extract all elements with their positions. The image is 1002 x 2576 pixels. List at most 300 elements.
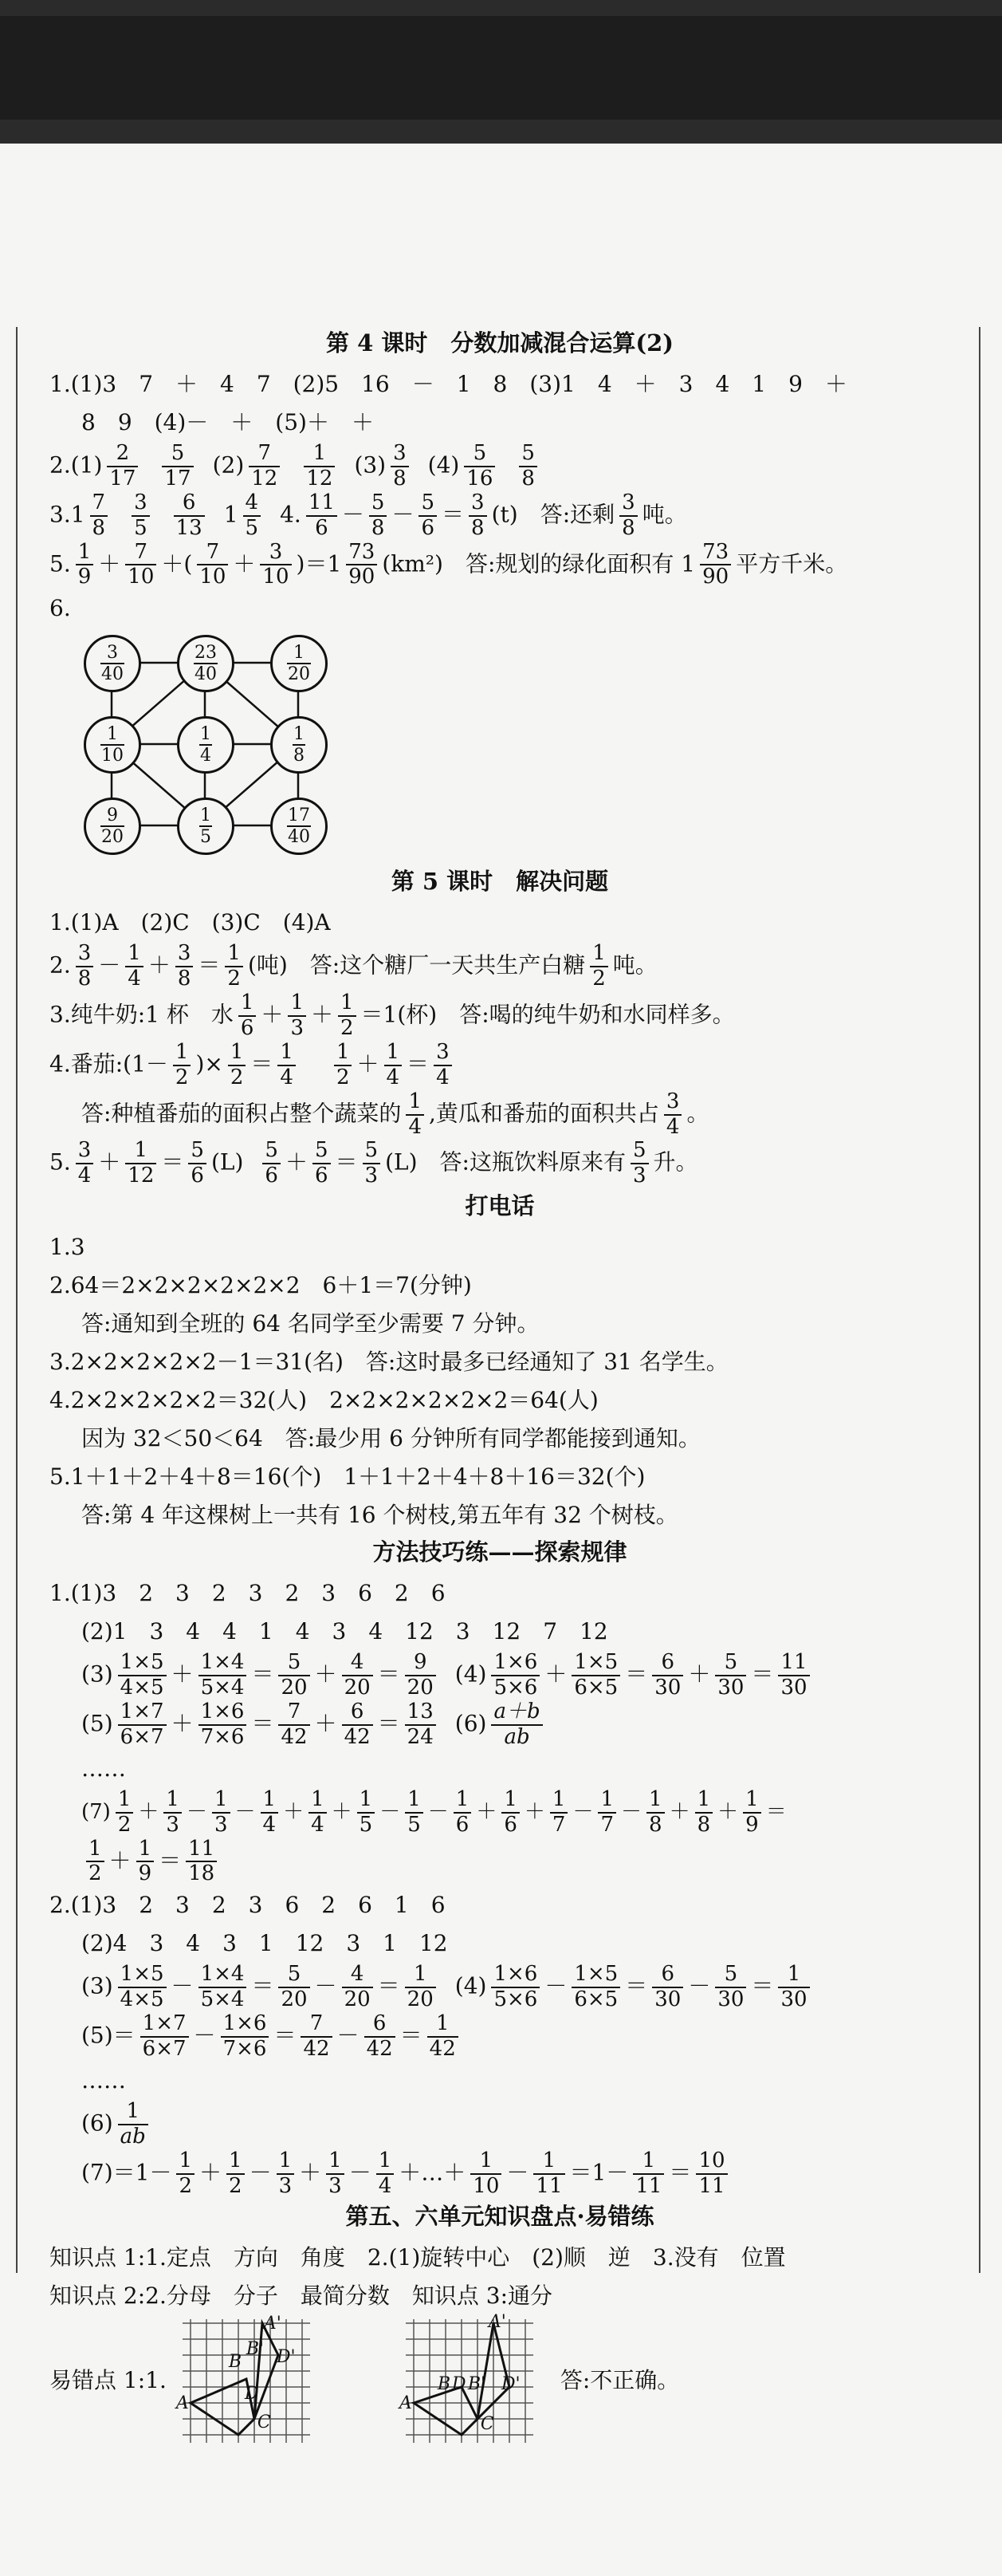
method-b1: 2.(1)3 2 3 2 3 6 2 6 1 6 bbox=[49, 1892, 446, 1919]
text-run: 8 bbox=[471, 515, 485, 540]
text-run: 4 bbox=[666, 1114, 680, 1139]
text-run: 3 bbox=[364, 1164, 379, 1188]
numerator: 5 bbox=[464, 442, 495, 467]
text-run: 11 bbox=[635, 2173, 662, 2198]
point-label: C bbox=[480, 2413, 494, 2434]
text-run: 1 bbox=[743, 1788, 761, 1814]
text-run: ＋ bbox=[138, 1799, 159, 1824]
fraction bbox=[427, 2012, 458, 2062]
fraction bbox=[369, 491, 387, 541]
text-run: 42 bbox=[366, 2037, 393, 2062]
text-run: 4. bbox=[280, 501, 301, 528]
text-run: 7 bbox=[90, 491, 108, 517]
method-title: 方法技巧练——探索规律 bbox=[372, 1538, 627, 1566]
fraction bbox=[491, 1700, 542, 1750]
text-run: ＋ bbox=[199, 2159, 222, 2186]
text-run: － bbox=[314, 1972, 337, 1999]
point-label: B bbox=[228, 2351, 242, 2372]
fraction bbox=[418, 491, 437, 541]
web-node bbox=[177, 798, 234, 855]
text-run: 42 bbox=[303, 2037, 330, 2062]
fraction bbox=[163, 1788, 182, 1837]
denominator: 12 bbox=[306, 466, 333, 490]
text-run: 1 bbox=[100, 724, 124, 746]
fraction bbox=[198, 1963, 247, 2012]
text-run: 1 bbox=[238, 991, 257, 1017]
fraction bbox=[221, 2012, 269, 2062]
fraction bbox=[470, 2149, 501, 2199]
fraction bbox=[384, 1041, 403, 1090]
text-run: － bbox=[621, 1799, 642, 1824]
left-margin-line bbox=[16, 327, 18, 2273]
fraction bbox=[308, 1788, 327, 1837]
text-run: 1 bbox=[116, 1788, 134, 1814]
phone-l5: 4.2×2×2×2×2＝32(人) 2×2×2×2×2×2＝64(人) bbox=[49, 1387, 599, 1414]
text-run: 5×4 bbox=[200, 1676, 245, 1700]
text-run: ab bbox=[504, 1724, 530, 1749]
text-run: 5 bbox=[715, 1963, 746, 1988]
text-run: 1 bbox=[405, 1788, 423, 1814]
text-run: 答:种植番茄的面积占整个蔬菜的 bbox=[81, 1100, 402, 1127]
fraction bbox=[86, 1837, 104, 1887]
fraction bbox=[664, 1090, 682, 1140]
text-run: 8 bbox=[293, 746, 305, 766]
numerator: 5 bbox=[519, 442, 537, 467]
text-run: 90 bbox=[702, 565, 729, 589]
fraction bbox=[173, 1041, 191, 1090]
text-run: 4 bbox=[436, 1065, 450, 1089]
text-run: ＝ bbox=[625, 1660, 648, 1688]
text-run: 1×6 bbox=[491, 1651, 540, 1676]
l5-q5 bbox=[49, 1139, 950, 1188]
text-run: 2 bbox=[117, 1812, 132, 1837]
fraction bbox=[118, 1963, 167, 2012]
text-run: 3 bbox=[76, 1139, 94, 1164]
text-run: 1×6 bbox=[221, 2012, 269, 2038]
text-run: 40 bbox=[101, 664, 124, 685]
text-run: ＋ bbox=[98, 1148, 121, 1176]
phone-l3: 答:通知到全班的 64 名同学至少需要 7 分钟。 bbox=[81, 1310, 540, 1337]
text-run: 5 bbox=[407, 1812, 421, 1837]
fraction bbox=[652, 1963, 683, 2012]
text-run: 1 bbox=[277, 1041, 296, 1066]
text-run: － bbox=[391, 501, 415, 528]
fraction bbox=[293, 724, 305, 766]
fraction bbox=[198, 1700, 247, 1750]
text-run: 2 bbox=[592, 967, 606, 991]
text-run: (km²) 答:规划的绿化面积有 1 bbox=[382, 549, 696, 577]
text-run: ab bbox=[120, 2124, 146, 2149]
fraction bbox=[288, 991, 306, 1041]
text-run: － bbox=[506, 2159, 529, 2186]
text-run: － bbox=[186, 1799, 207, 1824]
text-run: ＝1(杯) 答:喝的纯牛奶和水同样多。 bbox=[360, 1001, 735, 1028]
fraction bbox=[198, 1651, 247, 1700]
text-run: (4) bbox=[454, 1660, 487, 1688]
fraction bbox=[696, 2149, 727, 2199]
text-run: 2 bbox=[230, 1065, 244, 1089]
text-run: 5 bbox=[312, 1139, 331, 1164]
fraction bbox=[533, 2149, 564, 2199]
text-run: 5 bbox=[418, 491, 437, 517]
fraction bbox=[357, 1788, 375, 1837]
l5-q2 bbox=[49, 942, 950, 991]
fraction bbox=[287, 643, 311, 685]
fraction bbox=[176, 2149, 195, 2199]
text-run: ＝ bbox=[377, 1972, 400, 1999]
text-run: 20 bbox=[344, 1987, 371, 2012]
phone-l4: 3.2×2×2×2×2－1＝31(名) 答:这时最多已经通知了 31 名学生。 bbox=[49, 1349, 729, 1376]
fraction bbox=[454, 1788, 472, 1837]
text-run: (3) bbox=[81, 1660, 113, 1688]
text-run: 4.番茄:(1－ bbox=[49, 1050, 168, 1077]
text-run: 10 bbox=[262, 565, 289, 589]
l4-q6-label: 6. bbox=[49, 595, 71, 622]
fraction bbox=[342, 1651, 373, 1700]
text-run: ＋ bbox=[476, 1799, 497, 1824]
fraction bbox=[301, 2012, 332, 2062]
text-run: 吨。 bbox=[612, 951, 658, 979]
fraction bbox=[469, 491, 487, 541]
text-run: ＝ bbox=[377, 1710, 400, 1737]
text-run: 6 bbox=[364, 2012, 395, 2038]
text-run: 3 bbox=[290, 1016, 304, 1041]
web-node bbox=[177, 635, 234, 692]
fraction bbox=[175, 942, 194, 991]
point-label: A' bbox=[263, 2313, 281, 2334]
text-run: 6 bbox=[421, 515, 435, 540]
text-run: 1×4 bbox=[198, 1963, 247, 1988]
fraction bbox=[100, 805, 124, 848]
text-run: 20 bbox=[407, 1987, 434, 2012]
text-run: ＝1－ bbox=[569, 2159, 629, 2186]
fraction bbox=[118, 1700, 167, 1750]
text-run: ＝ bbox=[250, 1050, 273, 1077]
text-run: ＝ bbox=[751, 1972, 774, 1999]
text-run: 5 bbox=[188, 1139, 206, 1164]
method-b3 bbox=[49, 1963, 950, 2012]
fraction bbox=[405, 1700, 436, 1750]
text-run: ＋ bbox=[544, 1660, 568, 1688]
text-run: 6 bbox=[652, 1651, 683, 1676]
text-run: 1×4 bbox=[198, 1651, 247, 1676]
text-run: 6 bbox=[265, 1164, 278, 1188]
text-run: ＋( bbox=[161, 549, 193, 577]
method-a3 bbox=[49, 1651, 950, 1700]
fraction bbox=[700, 541, 731, 590]
text-run: 9 bbox=[405, 1651, 436, 1676]
text-run: 1×7 bbox=[140, 2012, 189, 2038]
fraction bbox=[391, 442, 409, 491]
fraction bbox=[162, 442, 193, 491]
fraction bbox=[226, 2149, 245, 2199]
fraction bbox=[306, 491, 337, 541]
text-run: － bbox=[572, 1799, 594, 1824]
text-run: 4 bbox=[386, 1065, 400, 1089]
method-b4 bbox=[49, 2012, 950, 2062]
text-run: (吨) 答:这个糖厂一天共生产白糖 bbox=[247, 951, 586, 979]
fraction bbox=[174, 491, 205, 541]
text-run: (7) bbox=[81, 1799, 111, 1824]
fraction bbox=[631, 1139, 649, 1188]
units56-title: 第五、六单元知识盘点·易错练 bbox=[345, 2202, 654, 2230]
text-run: 7 bbox=[600, 1812, 615, 1837]
text-run: ＋ bbox=[98, 549, 121, 577]
text-run: )＝1 bbox=[296, 549, 342, 577]
text-run: 20 bbox=[407, 1676, 434, 1700]
numerator: 3 bbox=[391, 442, 409, 467]
l5-q3 bbox=[49, 991, 950, 1041]
text-run: 42 bbox=[344, 1724, 371, 1749]
text-run: 5×6 bbox=[493, 1676, 538, 1700]
text-run: ＋ bbox=[688, 1660, 711, 1688]
text-run: 1 bbox=[223, 501, 238, 528]
text-run: 1 bbox=[427, 2012, 458, 2038]
text-run: － bbox=[427, 1799, 449, 1824]
point-label: D bbox=[451, 2373, 466, 2394]
text-run: 1 bbox=[357, 1788, 375, 1814]
text-run: 73 bbox=[700, 541, 731, 566]
text-run: ＝ bbox=[198, 951, 221, 979]
fraction bbox=[646, 1788, 665, 1837]
text-run: 13 bbox=[175, 515, 202, 540]
text-run: 23 bbox=[194, 643, 218, 664]
text-run: 1 bbox=[76, 541, 94, 566]
fraction bbox=[225, 942, 243, 991]
fraction bbox=[633, 2149, 664, 2199]
text-run: 6 bbox=[455, 1812, 470, 1837]
fraction bbox=[491, 1651, 540, 1700]
text-run: 20 bbox=[101, 827, 124, 848]
text-run: 1×5 bbox=[572, 1651, 620, 1676]
text-run: 42 bbox=[281, 1724, 308, 1749]
phone-l7: 5.1＋1＋2＋4＋8＝16(个) 1＋1＋2＋4＋8＋16＝32(个) bbox=[49, 1463, 646, 1491]
web-node bbox=[270, 635, 328, 692]
text-run: ＋ bbox=[233, 549, 256, 577]
fraction bbox=[212, 1788, 230, 1837]
fraction bbox=[519, 442, 537, 491]
text-run: 1×6 bbox=[491, 1963, 540, 1988]
text-run: (7)＝1－ bbox=[81, 2159, 172, 2186]
text-run: ＝ bbox=[251, 1660, 274, 1688]
text-run: 4 bbox=[128, 967, 141, 991]
text-run: ＝ bbox=[251, 1710, 274, 1737]
text-run: 20 bbox=[288, 664, 310, 685]
text-run: 3 bbox=[328, 2173, 342, 2198]
fraction bbox=[652, 1651, 683, 1700]
fraction bbox=[125, 1139, 156, 1188]
text-run: 5 bbox=[363, 1139, 381, 1164]
fraction bbox=[107, 442, 138, 491]
numerator: 2 bbox=[107, 442, 138, 467]
text-run: 3 bbox=[132, 491, 150, 517]
method-b6 bbox=[49, 2149, 950, 2199]
text-run: (3) bbox=[81, 1972, 113, 1999]
text-run: 1 bbox=[590, 942, 608, 967]
text-run: (5) bbox=[81, 1710, 113, 1737]
fraction bbox=[376, 2149, 395, 2199]
text-run: (L) bbox=[210, 1148, 244, 1176]
text-run: 7 bbox=[301, 2012, 332, 2038]
text-run: 30 bbox=[780, 1676, 807, 1700]
text-run: 升。 bbox=[653, 1148, 698, 1176]
text-run: 1 bbox=[261, 1788, 279, 1814]
text: (2) bbox=[212, 451, 245, 479]
text-run: － bbox=[348, 2159, 371, 2186]
fraction bbox=[464, 442, 495, 491]
text-run: ＝ bbox=[161, 1148, 184, 1176]
text-run: 1 bbox=[125, 942, 143, 967]
text-run: ＋ bbox=[108, 1846, 132, 1873]
text-run: ,黄瓜和番茄的面积共占 bbox=[428, 1100, 659, 1127]
text-run: － bbox=[688, 1972, 711, 1999]
text: (4) bbox=[427, 451, 460, 479]
text-run: 4 bbox=[280, 1065, 293, 1089]
method-a6 bbox=[49, 1837, 950, 1887]
l5-q4-answer bbox=[49, 1090, 950, 1140]
text-run: － bbox=[249, 2159, 272, 2186]
text-run: 7 bbox=[125, 541, 156, 566]
fraction bbox=[598, 1788, 616, 1837]
text-run: 1 bbox=[293, 724, 305, 746]
text-run: 1 bbox=[338, 991, 356, 1017]
text-run: 1 bbox=[287, 643, 311, 664]
phone-l8: 答:第 4 年这棵树上一共有 16 个树枝,第五年有 32 个树枝。 bbox=[81, 1502, 678, 1529]
text-run: 吨。 bbox=[642, 501, 687, 528]
fraction-web-diagram bbox=[81, 632, 328, 856]
method-dots-a: …… bbox=[81, 1755, 126, 1782]
text-run: 10 bbox=[199, 565, 226, 589]
phone-l6: 因为 32＜50＜64 答:最少用 6 分钟所有同学都能接到通知。 bbox=[81, 1425, 701, 1452]
phone-l2: 2.64＝2×2×2×2×2×2 6＋1＝7(分钟) bbox=[49, 1272, 472, 1299]
text-run: 1 bbox=[646, 1788, 665, 1814]
text-run: 4 bbox=[262, 1812, 277, 1837]
fraction bbox=[405, 1963, 436, 2012]
text-run: ＋ bbox=[283, 1799, 305, 1824]
units56-answer: 答:不正确。 bbox=[560, 2367, 680, 2393]
method-b2: (2)4 3 4 3 1 12 3 1 12 bbox=[81, 1930, 448, 1957]
text-run: (4) bbox=[454, 1972, 487, 1999]
text-run: － bbox=[544, 1972, 568, 1999]
fraction bbox=[277, 1041, 296, 1090]
text-run: 73 bbox=[346, 541, 377, 566]
method-b5 bbox=[49, 2100, 950, 2149]
text-run: 5. bbox=[49, 549, 71, 577]
text-run: 1 bbox=[405, 1963, 436, 1988]
fraction bbox=[199, 805, 212, 848]
method-a1: 1.(1)3 2 3 2 3 2 3 6 2 6 bbox=[49, 1580, 446, 1607]
text-run: 1 bbox=[136, 1837, 155, 1863]
text-run: 30 bbox=[780, 1987, 807, 2012]
point-label: D' bbox=[276, 2346, 296, 2367]
fraction bbox=[261, 1788, 279, 1837]
rotation-figures bbox=[49, 2311, 950, 2447]
fraction bbox=[619, 491, 638, 541]
text: (3) bbox=[354, 451, 387, 479]
grid-figure-1-svg bbox=[175, 2315, 318, 2447]
denominator: 8 bbox=[521, 466, 535, 490]
text-run: ＋ bbox=[314, 1660, 337, 1688]
text-run: 5. bbox=[49, 1148, 71, 1176]
text-run: 4 bbox=[243, 491, 261, 517]
fraction bbox=[550, 1788, 568, 1837]
text-run: 3 bbox=[469, 491, 487, 517]
text-run: 2. bbox=[49, 951, 71, 979]
phone-l1: 1.3 bbox=[49, 1234, 85, 1261]
text-run: 8 bbox=[622, 515, 635, 540]
grid-figure-1 bbox=[175, 2315, 318, 2447]
l5-q4 bbox=[49, 1041, 950, 1090]
text-run: 。 bbox=[686, 1100, 709, 1127]
text-run: ＋ bbox=[310, 1001, 333, 1028]
fraction bbox=[715, 1963, 746, 2012]
text-run: (t) 答:还剩 bbox=[491, 501, 615, 528]
text-run: 平方千米。 bbox=[736, 549, 848, 577]
point-label: D' bbox=[501, 2373, 521, 2394]
fraction bbox=[715, 1651, 746, 1700]
numerator: 5 bbox=[162, 442, 193, 467]
scanner-top-border bbox=[0, 0, 1002, 144]
text-run: 1 bbox=[288, 991, 306, 1017]
fraction bbox=[326, 2149, 344, 2199]
text-run: ＋ bbox=[285, 1148, 308, 1176]
text-run: 4 bbox=[200, 746, 211, 766]
text-run: 6 bbox=[191, 1164, 204, 1188]
text-run: 8 bbox=[649, 1812, 662, 1837]
web-node bbox=[84, 798, 141, 855]
text-run: ＋ bbox=[314, 1710, 337, 1737]
text-run: 7×6 bbox=[222, 2037, 267, 2062]
fraction bbox=[778, 1651, 809, 1700]
text-run: 6 bbox=[652, 1963, 683, 1988]
fraction bbox=[125, 942, 143, 991]
text-run: 4 bbox=[311, 1812, 324, 1837]
web-node bbox=[177, 716, 234, 774]
text-run: (6) bbox=[81, 2109, 113, 2137]
text-run: 6×7 bbox=[120, 1724, 164, 1749]
text-run: 1 bbox=[212, 1788, 230, 1814]
text-run: 1×5 bbox=[118, 1963, 167, 1988]
text-run: ＝ bbox=[765, 1799, 787, 1824]
text-run: 7×6 bbox=[200, 1724, 245, 1749]
l4-q2 bbox=[49, 442, 950, 491]
text-run: 1 bbox=[598, 1788, 616, 1814]
text-run: 1 bbox=[326, 2149, 344, 2175]
point-label: B' bbox=[246, 2338, 265, 2359]
point-label: A' bbox=[488, 2311, 506, 2332]
fraction bbox=[590, 942, 608, 991]
text-run: 1 bbox=[533, 2149, 564, 2175]
text-run: 8 bbox=[177, 967, 191, 991]
text-run: 5 bbox=[134, 515, 147, 540]
text-run: 3 bbox=[214, 1812, 228, 1837]
text-run: 6×5 bbox=[574, 1676, 619, 1700]
fraction bbox=[277, 2149, 295, 2199]
text-run: 4×5 bbox=[120, 1676, 164, 1700]
units56-k2: 知识点 2:2.分母 分子 最简分数 知识点 3:通分 bbox=[49, 2282, 553, 2309]
fraction bbox=[778, 1963, 809, 2012]
fraction bbox=[346, 541, 377, 590]
text-run: ＋ bbox=[356, 1050, 379, 1077]
fraction bbox=[287, 805, 311, 848]
text-run: ＝ bbox=[669, 2159, 692, 2186]
text-run: 1×5 bbox=[118, 1651, 167, 1676]
scanner-top-band bbox=[0, 16, 1002, 120]
fraction bbox=[572, 1651, 620, 1700]
web-node bbox=[84, 635, 141, 692]
point-label: B bbox=[437, 2373, 451, 2394]
fraction bbox=[278, 1963, 309, 2012]
